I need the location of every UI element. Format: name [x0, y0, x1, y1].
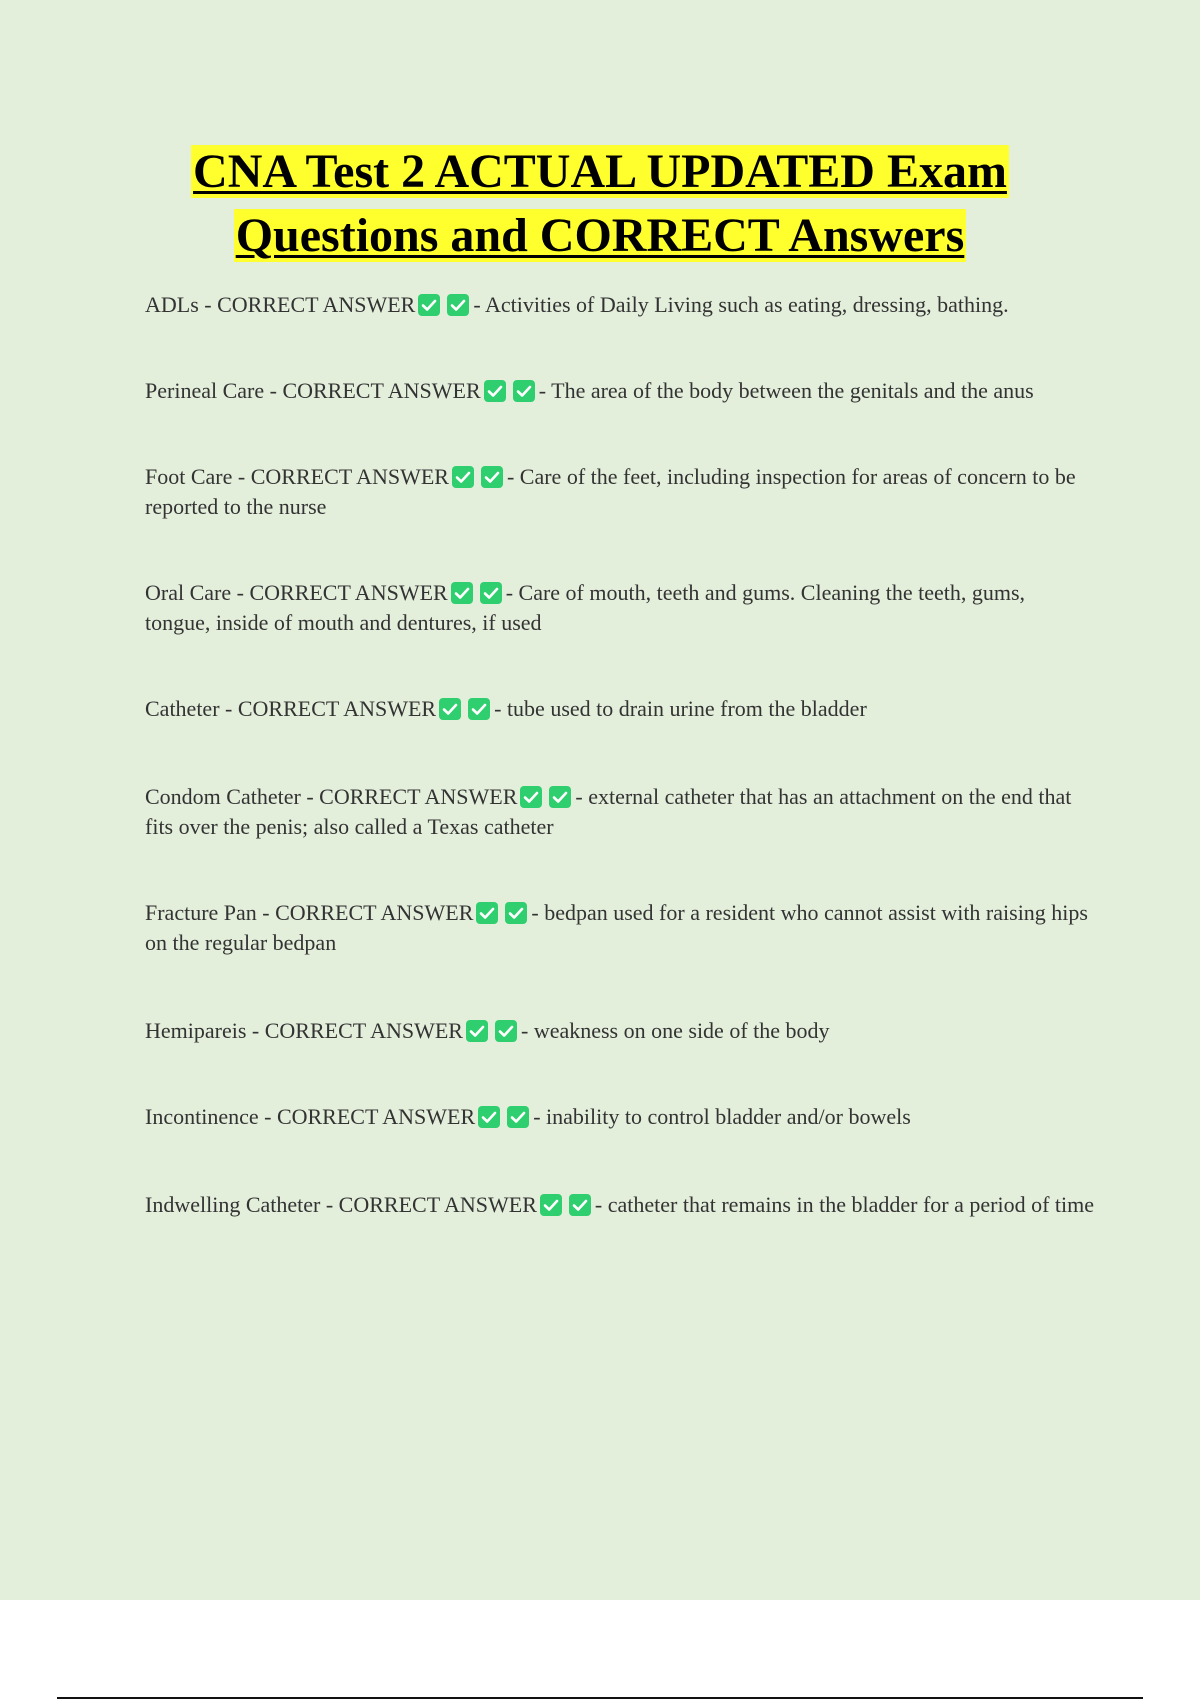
check-mark-icon	[451, 582, 473, 604]
entry-term: Hemipareis	[145, 1018, 247, 1043]
footer-divider	[57, 1697, 1143, 1699]
answer-marker: CORRECT ANSWER	[276, 1104, 476, 1129]
entry-term: Incontinence	[145, 1104, 259, 1129]
answer-marker: CORRECT ANSWER	[217, 292, 416, 317]
check-mark-icon	[447, 294, 469, 316]
check-mark-icon	[478, 1106, 500, 1128]
entry-term: Foot Care	[145, 464, 233, 489]
entry-definition: The area of the body between the genitals and the anus	[551, 378, 1034, 403]
answer-marker: CORRECT ANSWER	[282, 378, 481, 403]
qa-entry: Oral Care - CORRECT ANSWER - Care of mouth, teeth and gums. Cleaning the teeth, gums, tongue, inside of mouth and dentures, if used	[145, 580, 1026, 635]
answer-marker: CORRECT ANSWER	[264, 1018, 463, 1043]
check-mark-icon	[476, 902, 498, 924]
qa-entry: Incontinence - CORRECT ANSWER - inability to control bladder and/or bowels	[145, 1104, 911, 1129]
check-mark-icon	[513, 380, 535, 402]
entry-term: Condom Catheter	[145, 784, 301, 809]
entry-definition: bedpan used for a resident who cannot assist with raising hips on the regular bedpan	[145, 900, 1088, 955]
check-mark-icon	[480, 582, 502, 604]
answer-marker: CORRECT ANSWER	[275, 900, 474, 925]
answer-marker: CORRECT ANSWER	[250, 464, 449, 489]
check-mark-icon	[507, 1106, 529, 1128]
check-mark-icon	[439, 698, 461, 720]
check-mark-icon	[520, 786, 542, 808]
check-mark-icon	[484, 380, 506, 402]
qa-entry: Foot Care - CORRECT ANSWER - Care of the feet, including inspection for areas of concern to be reported to the nurse	[145, 464, 1076, 519]
title-line-2: Questions and CORRECT Answers	[235, 209, 965, 262]
check-mark-icon	[466, 1020, 488, 1042]
qa-entry: Condom Catheter - CORRECT ANSWER - external catheter that has an attachment on the end that fits over the penis; also called a Texas catheter	[145, 784, 1072, 839]
qa-entry: Catheter - CORRECT ANSWER - tube used to drain urine from the bladder	[145, 696, 867, 721]
check-mark-icon	[418, 294, 440, 316]
entry-definition: external catheter that has an attachment on the end that fits over the penis; also called a Texas catheter	[145, 784, 1072, 839]
check-mark-icon	[452, 466, 474, 488]
check-mark-icon	[505, 902, 527, 924]
check-mark-icon	[481, 466, 503, 488]
entry-definition: Care of mouth, teeth and gums. Cleaning the teeth, gums, tongue, inside of mouth and dentures, if used	[145, 580, 1026, 635]
entry-term: ADLs	[145, 292, 199, 317]
answer-marker: CORRECT ANSWER	[319, 784, 518, 809]
entry-definition: weakness on one side of the body	[533, 1018, 830, 1043]
qa-list	[145, 290, 1095, 1220]
entry-definition: tube used to drain urine from the bladder	[506, 696, 867, 721]
title-line-1: CNA Test 2 ACTUAL UPDATED Exam	[193, 145, 1007, 198]
check-mark-icon	[549, 786, 571, 808]
entry-term: Catheter	[145, 696, 220, 721]
entry-term: Indwelling Catheter	[145, 1192, 321, 1217]
qa-entry: Hemipareis - CORRECT ANSWER - weakness on one side of the body	[145, 1018, 830, 1043]
entry-term: Fracture Pan	[145, 900, 257, 925]
entry-term: Oral Care	[145, 580, 232, 605]
check-mark-icon	[569, 1194, 591, 1216]
check-mark-icon	[495, 1020, 517, 1042]
entry-definition: Care of the feet, including inspection for areas of concern to be reported to the nurse	[145, 464, 1076, 519]
check-mark-icon	[468, 698, 490, 720]
document-title	[100, 140, 1100, 268]
qa-entry: Fracture Pan - CORRECT ANSWER - bedpan used for a resident who cannot assist with raising hips on the regular bedpan	[145, 900, 1088, 955]
qa-entry: ADLs - CORRECT ANSWER - Activities of Daily Living such as eating, dressing, bathing.	[145, 292, 1009, 317]
entry-definition: Activities of Daily Living such as eating, dressing, bathing.	[484, 292, 1009, 317]
entry-definition: inability to control bladder and/or bowels	[546, 1104, 911, 1129]
answer-marker: CORRECT ANSWER	[249, 580, 448, 605]
answer-marker: CORRECT ANSWER	[237, 696, 437, 721]
entry-term: Perineal Care	[145, 378, 265, 403]
entry-definition: catheter that remains in the bladder for a period of time	[607, 1192, 1094, 1217]
qa-entry: Perineal Care - CORRECT ANSWER - The area of the body between the genitals and the anus	[145, 378, 1034, 403]
qa-entry: Indwelling Catheter - CORRECT ANSWER - catheter that remains in the bladder for a period of time	[145, 1192, 1094, 1217]
answer-marker: CORRECT ANSWER	[338, 1192, 537, 1217]
check-mark-icon	[540, 1194, 562, 1216]
